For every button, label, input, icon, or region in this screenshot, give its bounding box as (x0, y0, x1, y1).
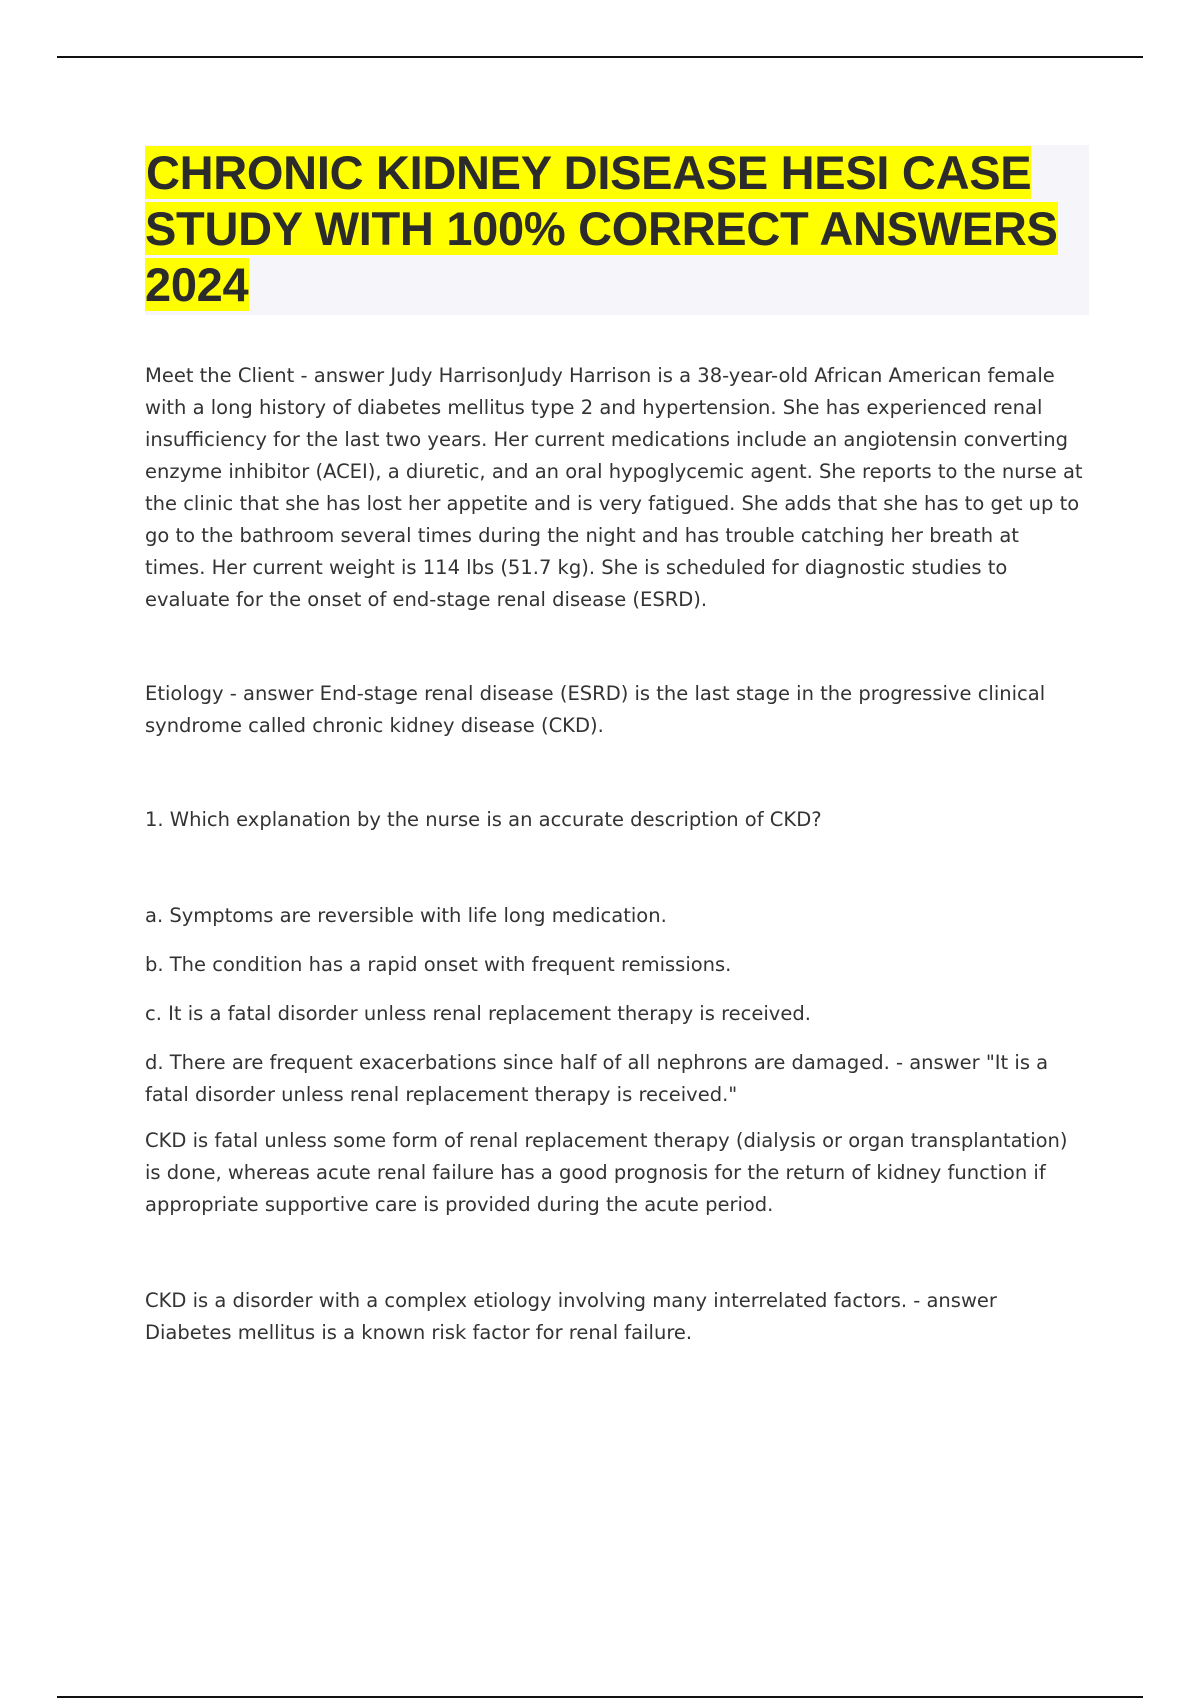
question-1: 1. Which explanation by the nurse is an accurate description of CKD? (145, 808, 822, 831)
paragraph-risk-factor: CKD is a disorder with a complex etiology involving many interrelated factors. - answer Diabetes mellitus is a known risk factor for renal failure. (145, 1289, 997, 1344)
bottom-rule (57, 1696, 1143, 1698)
title-block (145, 145, 1089, 315)
document-title (145, 145, 1089, 313)
paragraph-rationale: CKD is fatal unless some form of renal replacement therapy (dialysis or organ transplantation) is done, whereas acute renal failure has a good prognosis for the return of kidney function if appropriate supportive care is provided during the acute period. (145, 1129, 1068, 1216)
option-b: b. The condition has a rapid onset with frequent remissions. (145, 953, 732, 976)
document-body (145, 360, 1085, 1349)
option-d-with-answer: d. There are frequent exacerbations since half of all nephrons are damaged. - answer "It is a fatal disorder unless renal replacement therapy is received." (145, 1051, 1049, 1106)
option-c: c. It is a fatal disorder unless renal replacement therapy is received. (145, 1002, 811, 1025)
top-rule (57, 56, 1143, 58)
paragraph-meet-the-client: Meet the Client - answer Judy HarrisonJudy Harrison is a 38-year-old African American female with a long history of diabetes mellitus type 2 and hypertension. She has experienced renal insufficiency for the last two years. Her current medications include an angiotensin converting enzyme inhibitor (ACEI), a diuretic, and an oral hypoglycemic agent. She reports to the nurse at the clinic that she has lost her appetite and is very fatigued. She adds that she has to get up to go to the bathroom several times during the night and has trouble catching her breath at times. Her current weight is 114 lbs (51.7 kg). She is scheduled for diagnostic studies to evaluate for the onset of end-stage renal disease (ESRD). (145, 364, 1083, 611)
paragraph-etiology: Etiology - answer End-stage renal disease (ESRD) is the last stage in the progressive clinical syndrome called chronic kidney disease (CKD). (145, 682, 1046, 737)
option-a: a. Symptoms are reversible with life long medication. (145, 904, 667, 927)
title-highlight: CHRONIC KIDNEY DISEASE HESI CASE STUDY WITH 100% CORRECT ANSWERS 2024 (145, 146, 1058, 311)
